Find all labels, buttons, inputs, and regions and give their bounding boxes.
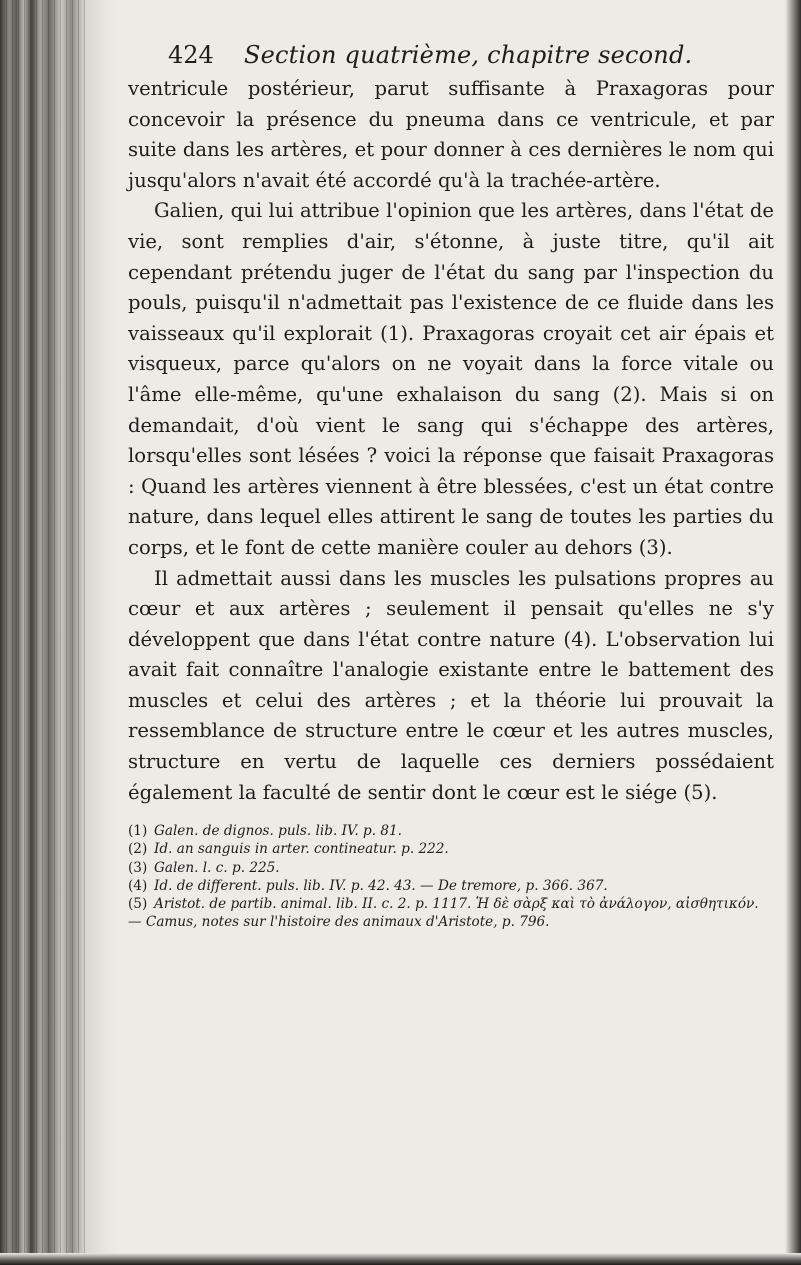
footnote-number: (1)	[128, 823, 148, 840]
footnote-text: Galen. de dignos. puls. lib. IV. p. 81.	[154, 823, 403, 840]
paragraph-continuation: ventricule postérieur, parut suffisante à Praxagoras pour concevoir la présence du pneuma dans ce ventricule, et par suite dans les artères, et pour donner à ces dernières le nom qui jusqu'alors n'avait été accordé qu'à la trachée-artère.	[128, 77, 774, 192]
footnote-text: Aristot. de partib. animal. lib. II. c. 2. p. 1117. Ἡ δὲ σὰρξ καὶ τὸ ἀνάλογον, αἰσθητικόν. — Camus, notes sur l'histoire des animaux d'Aristote, p. 796.	[128, 896, 759, 931]
book-page	[128, 36, 774, 931]
paragraph: Il admettait aussi dans les muscles les pulsations propres au cœur et aux artères ; seulement il pensait qu'elles ne s'y développent que dans l'état contre nature (4). L'observation lui avait fait connaître l'analogie existante entre le battement des muscles et celui des artères ; et la théorie lui prouvait la ressemblance de structure entre le cœur et les autres muscles, structure en vertu de laquelle ces derniers possédaient également la faculté de sentir dont le cœur est le siége (5).	[128, 566, 774, 804]
footnote-number: (3)	[128, 859, 148, 876]
binding-texture	[0, 0, 90, 1265]
footnote-text: Galen. l. c. p. 225.	[154, 859, 280, 876]
footnote-number: (2)	[128, 841, 148, 858]
page-bottom-edge	[0, 1253, 801, 1265]
footnotes	[128, 822, 774, 931]
running-head	[128, 36, 774, 74]
footnote-text: Id. de different. puls. lib. IV. p. 42. 43. — De tremore, p. 366. 367.	[154, 877, 608, 894]
running-title: Section quatrième, chapitre second.	[244, 41, 693, 69]
footnote-text: Id. an sanguis in arter. contineatur. p. 222.	[154, 841, 449, 858]
footnote-number: (5)	[128, 896, 148, 913]
page-right-edge	[785, 0, 801, 1265]
footnote	[128, 822, 774, 840]
footnote-number: (4)	[128, 877, 148, 894]
page-number: 424	[168, 41, 214, 69]
body-text	[128, 74, 774, 808]
footnote	[128, 877, 774, 895]
footnote	[128, 895, 774, 931]
footnote	[128, 859, 774, 877]
paragraph: Galien, qui lui attribue l'opinion que les artères, dans l'état de vie, sont remplies d'air, s'étonne, à juste titre, qu'il ait cependant prétendu juger de l'état du sang par l'inspection du pouls, puisqu'il n'admettait pas l'existence de ce fluide dans les vaisseaux qu'il explorait (1). Praxagoras croyait cet air épais et visqueux, parce qu'alors on ne voyait dans la force vitale ou l'âme elle-même, qu'une exhalaison du sang (2). Mais si on demandait, d'où vient le sang qui s'échappe des artères, lorsqu'elles sont lésées ? voici la réponse que faisait Praxagoras : Quand les artères viennent à être blessées, c'est un état contre nature, dans lequel elles attirent le sang de toutes les parties du corps, et le font de cette manière couler au dehors (3).	[128, 199, 774, 559]
footnote	[128, 840, 774, 858]
